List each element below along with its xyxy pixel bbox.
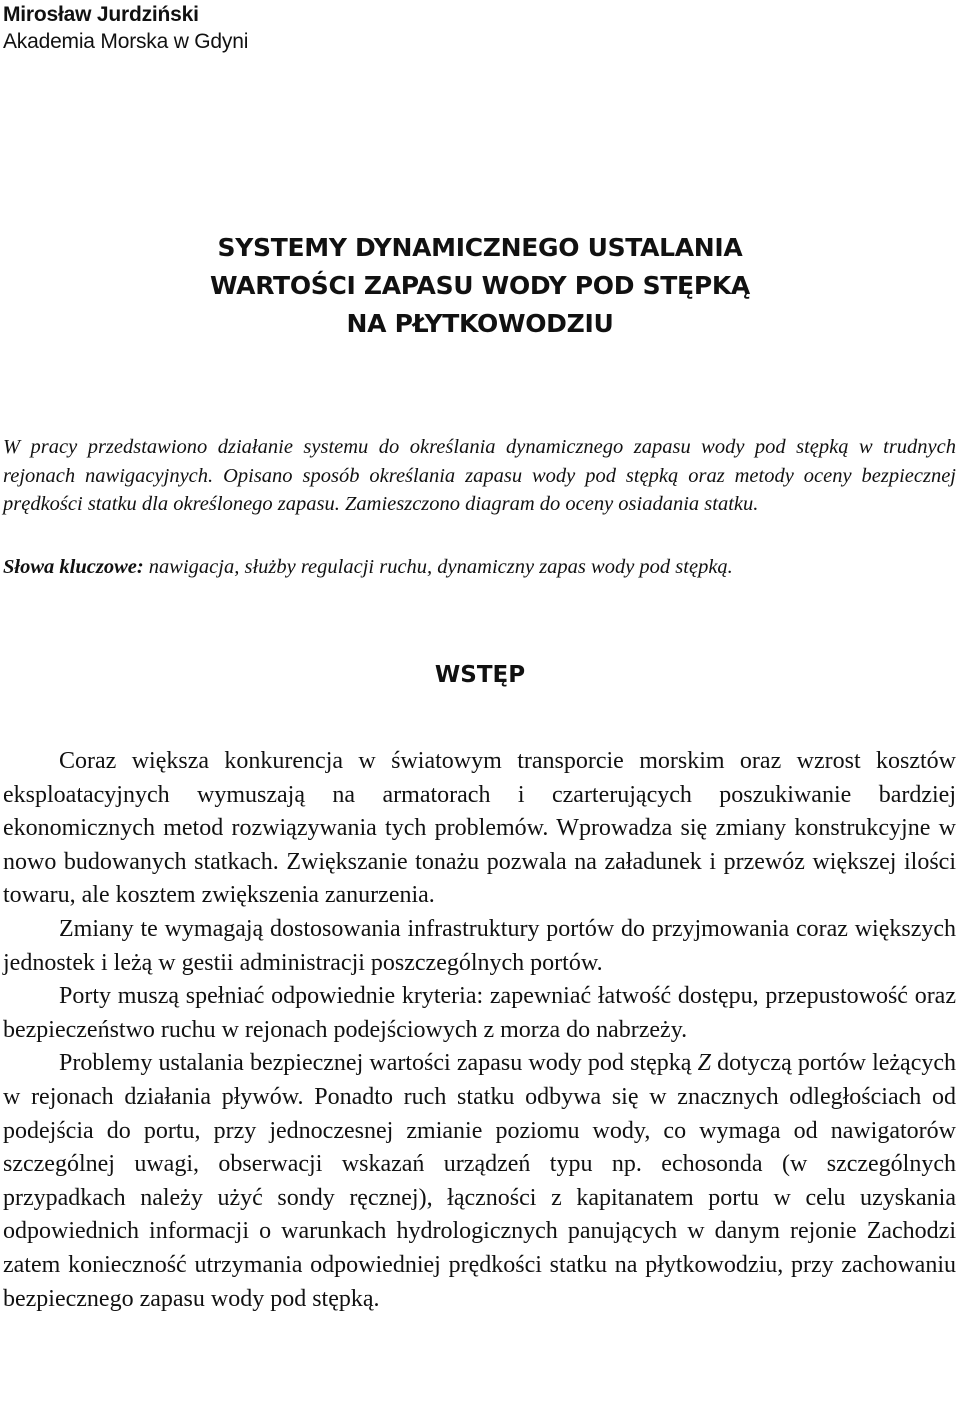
paragraph-2: Zmiany te wymagają dostosowania infrastruktury portów do przyjmowania coraz większych jednostek i leżą w gestii administracji poszczególnych portów. xyxy=(3,915,956,976)
title-line-1: SYSTEMY DYNAMICZNEGO USTALANIA xyxy=(217,233,743,262)
keywords-label: Słowa kluczowe: xyxy=(3,556,144,578)
author-name: Mirosław Jurdziński xyxy=(3,3,199,26)
paragraph-1: Coraz większa konkurencja w światowym transporcie morskim oraz wzrost kosztów eksploatacyjnych wymuszają na armatorach i czarterujących poszukiwanie bardziej ekonomicznych metod rozwiązywania tych problemów. Wprowadza się zmiany konstrukcyjne w nowo budowanych statkach. Zwiększanie tonażu pozwala na załadunek i przewóz większej ilości towaru, ale kosztem zwiększenia zanurzenia. xyxy=(3,748,956,909)
abstract-text: W pracy przedstawiono działanie systemu do określania dynamicznego zapasu wody pod stępką w trudnych rejonach nawigacyjnych. Opisano sposób określania zapasu wody pod stępką oraz metody oceny bezpiecznej prędkości statku dla określonego zapasu. Zamieszczono diagram do oceny osiadania statku. xyxy=(3,436,956,516)
title-line-3: NA PŁYTKOWODZIU xyxy=(346,309,614,338)
paragraph-4-start: Problemy ustalania bezpiecznej wartości zapasu wody pod stępką xyxy=(59,1050,698,1077)
keywords-text: nawigacja, służby regulacji ruchu, dynamiczny zapas wody pod stępką. xyxy=(143,556,733,578)
body-text xyxy=(3,745,956,1316)
author-block xyxy=(3,2,248,55)
symbol-z: Z xyxy=(697,1050,711,1077)
abstract xyxy=(3,433,956,519)
title-line-2: WARTOŚCI ZAPASU WODY POD STĘPKĄ xyxy=(210,271,750,300)
paragraph-4-rest: dotyczą portów leżących w rejonach działania pływów. Ponadto ruch statku odbywa się w znacznych odległościach od podejścia do portu, przy jednoczesnej zmianie poziomu wody, co wymaga od nawigatorów szczególnej uwagi, obserwacji wskazań urządzeń typu np. echosonda (w szczególnych przypadkach należy użyć sondy ręcznej), łączności z kapitanatem portu w celu uzyskania odpowiednich informacji o warunkach hydrologicznych panujących w danym rejonie Zachodzi zatem konieczność utrzymania odpowiedniej prędkości statku na płytkowodziu, przy zachowaniu bezpiecznego zapasu wody pod stępką. xyxy=(3,1050,957,1312)
paper-title xyxy=(0,229,960,343)
author-affiliation: Akademia Morska w Gdyni xyxy=(3,30,249,53)
keywords xyxy=(3,553,956,581)
paragraph-4 xyxy=(3,1047,956,1316)
paragraph-3: Porty muszą spełniać odpowiednie kryteria: zapewniać łatwość dostępu, przepustowość oraz bezpieczeństwo ruchu w rejonach podejściowych z morza do nabrzeży. xyxy=(3,983,956,1043)
section-title: WSTĘP xyxy=(434,662,526,688)
